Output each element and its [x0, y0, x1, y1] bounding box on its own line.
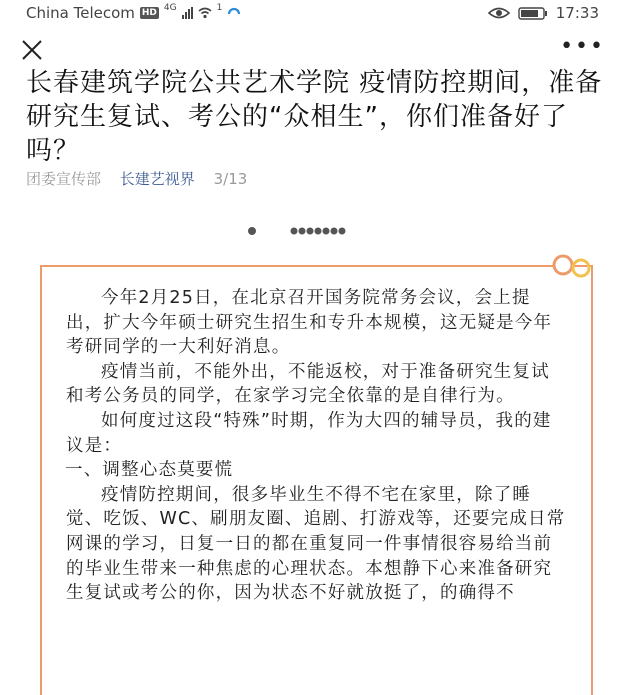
dots-divider	[0, 226, 623, 236]
hd-badge: HD	[141, 8, 157, 18]
close-icon[interactable]	[18, 36, 46, 64]
paragraph: 疫情防控期间，很多毕业生不得不宅在家里，除了睡觉、吃饭、WC、刷朋友圈、追剧、打游戏等，还要完成日常网课的学习，日复一日的都在重复同一件事情很容易给当前的毕业生带来一种焦虑的心理状态。本想静下心来准备研究生复试或考公的你，因为状态不好就放挺了，的确得不	[66, 484, 566, 604]
account-link[interactable]: 长建艺视界	[119, 170, 195, 188]
sync-icon	[227, 6, 241, 20]
network-type: 4G	[163, 3, 177, 13]
article-meta	[26, 168, 247, 189]
article-title: 长春建筑学院公共艺术学院 疫情防控期间，准备研究生复试、考公的“众相生”，你们准备好了吗？	[26, 68, 603, 166]
more-options-icon[interactable]: •••	[560, 34, 605, 59]
article-body	[66, 286, 566, 606]
wifi-badge: 1	[216, 3, 223, 13]
ring-decoration-icon	[546, 254, 598, 280]
section-heading: 一、调整心态莫要慌	[65, 460, 234, 481]
paragraph: 今年2月25日，在北京召开国务院常务会议，会上提出，扩大今年硕士研究生招生和专升本规模，这无疑是今年考研同学的一大利好消息。	[66, 288, 553, 358]
status-bar	[0, 0, 623, 26]
clock: 17:33	[555, 4, 599, 22]
battery-icon	[518, 7, 548, 20]
eye-icon	[488, 6, 510, 20]
paragraph: 疫情当前，不能外出，不能返校，对于准备研究生复试和考公务员的同学，在家学习完全依靠的是自律行为。	[66, 361, 550, 407]
article-counter: 3/13	[213, 170, 248, 188]
wifi-icon	[198, 7, 212, 19]
paragraph: 如何度过这段“特殊”时期，作为大四的辅导员，我的建议是：	[66, 410, 552, 456]
signal-icon	[182, 7, 193, 19]
author-name: 团委宣传部	[26, 170, 102, 188]
carrier-name: China Telecom	[26, 4, 135, 22]
